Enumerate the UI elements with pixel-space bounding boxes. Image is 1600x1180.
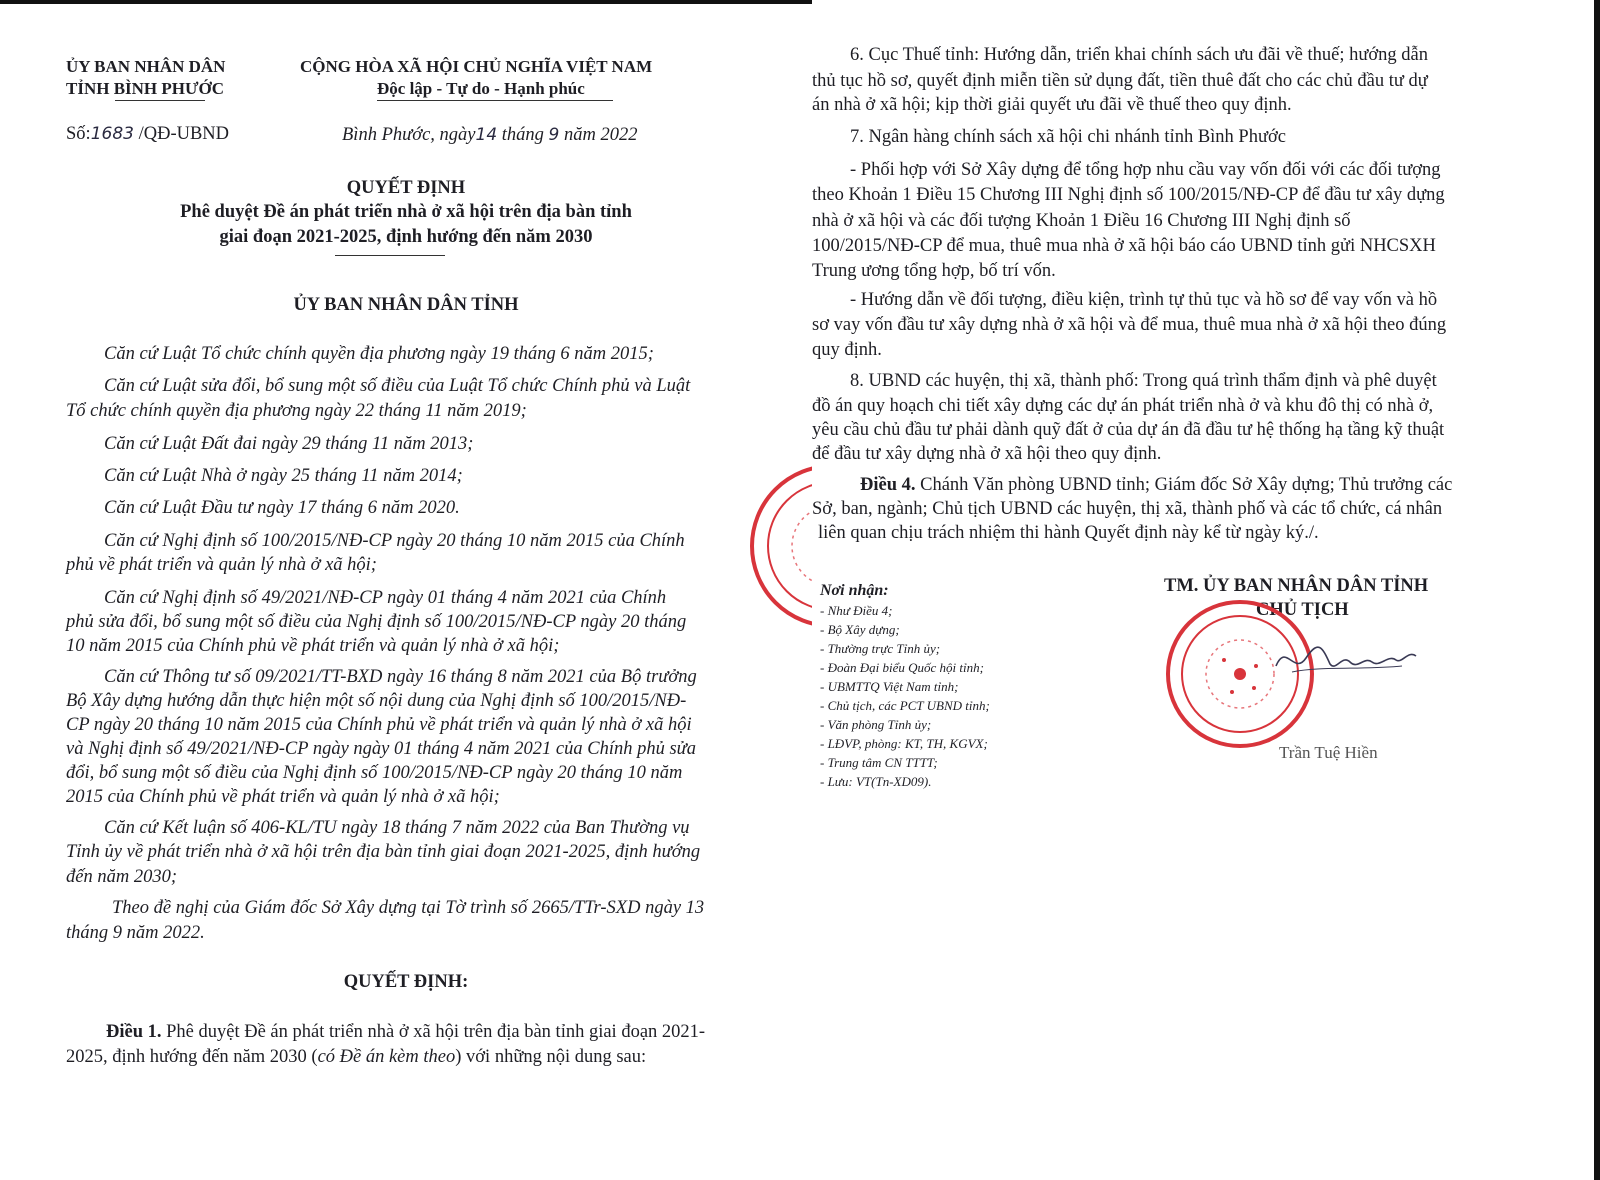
recipient-item: - UBMTTQ Việt Nam tỉnh; [820,679,959,694]
handwritten-number: 1683 [90,124,134,144]
recipient-item: - Đoàn Đại biểu Quốc hội tỉnh; [820,660,984,675]
body-line: 8. UBND các huyện, thị xã, thành phố: Trong quá trình thẩm định và phê duyệt [850,371,1437,391]
subtitle-underline [335,255,445,256]
org-underline [115,100,205,101]
handwritten-signature-icon [1272,636,1422,682]
recipient-item: - Như Điều 4; [820,603,893,618]
document-number: Số:1683 /QĐ-UBND [66,124,230,144]
basis-line: phủ sửa đổi, bổ sung một số điều của Nghị định số 100/2015/NĐ-CP ngày 20 tháng [66,612,687,632]
body-line: thủ tục hồ sơ, quyết định miễn tiền sử dụng đất, tiền thuê đất cho các chủ đầu tư dự [812,71,1428,91]
decision-heading: QUYẾT ĐỊNH: [343,972,469,992]
article-4-line2: Sở, ban, ngành; Chủ tịch UBND các huyện, thị xã, thành phố và các tổ chức, cá nhân [812,499,1443,519]
authority-heading: ỦY BAN NHÂN DÂN TỈNH [293,295,519,315]
body-line: - Hướng dẫn về đối tượng, điều kiện, trình tự thủ tục và hồ sơ để vay vốn và hồ [850,290,1438,310]
decision-subtitle-line2: giai đoạn 2021-2025, định hướng đến năm 2030 [219,227,593,247]
recipient-item: - Chủ tịch, các PCT UBND tỉnh; [820,698,990,713]
basis-line: Căn cứ Luật Tổ chức chính quyền địa phương ngày 19 tháng 6 năm 2015; [104,344,654,364]
basis-line: và Nghị định số 49/2021/NĐ-CP ngày ngày 01 tháng 4 năm 2021 của Chính phủ sửa [66,739,697,759]
article-1-line2: 2025, định hướng đến năm 2030 (có Đề án kèm theo) với những nội dung sau: [66,1047,647,1067]
motto-underline [377,100,613,101]
article-4-line1: Điều 4. Chánh Văn phòng UBND tỉnh; Giám đốc Sở Xây dựng; Thủ trưởng các [860,475,1453,495]
basis-line: Căn cứ Nghị định số 100/2015/NĐ-CP ngày 20 tháng 10 năm 2015 của Chính [104,531,685,551]
document-date: Bình Phước, ngày14 tháng 9 năm 2022 [342,125,638,145]
body-line: nhà ở xã hội và các đối tượng Khoản 1 Điều 16 Chương III Nghị định số [812,211,1351,231]
recipient-item: - Trung tâm CN TTTT; [820,755,938,770]
basis-line: Căn cứ Thông tư số 09/2021/TT-BXD ngày 16 tháng 8 năm 2021 của Bộ trưởng [104,667,697,687]
nation-motto: Độc lập - Tự do - Hạnh phúc [377,79,585,98]
basis-line: phủ về phát triển và quản lý nhà ở xã hội; [66,555,377,575]
decision-page-right [812,0,1600,1180]
recipient-item: - Văn phòng Tỉnh ủy; [820,717,932,732]
article-4-line3: liên quan chịu trách nhiệm thi hành Quyết định này kể từ ngày ký./. [818,523,1319,543]
body-line: quy định. [812,340,882,360]
decision-subtitle-line1: Phê duyệt Đề án phát triển nhà ở xã hội trên địa bàn tỉnh [180,202,632,222]
body-line: 7. Ngân hàng chính sách xã hội chi nhánh tỉnh Bình Phước [850,127,1286,147]
basis-line: Căn cứ Nghị định số 49/2021/NĐ-CP ngày 01 tháng 4 năm 2021 của Chính [104,588,667,608]
signer-name: Trần Tuệ Hiền [1279,743,1378,762]
body-line: theo Khoản 1 Điều 15 Chương III Nghị định số 100/2015/NĐ-CP để đầu tư xây dựng [812,185,1445,205]
handwritten-day: 14 [475,125,498,145]
org-name-line2: TỈNH BÌNH PHƯỚC [66,79,225,98]
article-1-line1: Điều 1. Phê duyệt Đề án phát triển nhà ở xã hội trên địa bàn tỉnh giai đoạn 2021- [106,1022,706,1042]
decision-title: QUYẾT ĐỊNH [346,178,466,198]
body-line: 100/2015/NĐ-CP để mua, thuê mua nhà ở xã hội báo cáo UBND tỉnh gửi NHCSXH [812,236,1436,256]
basis-line: Tổ chức chính quyền địa phương ngày 22 tháng 11 năm 2019; [66,401,527,421]
basis-line: 2015 của Chính phủ về phát triển và quản lý nhà ở xã hội; [66,787,500,807]
red-seal-half-icon [740,462,812,630]
org-name-line1: ỦY BAN NHÂN DÂN [66,57,226,76]
nation-title: CỘNG HÒA XÃ HỘI CHỦ NGHĨA VIỆT NAM [300,57,653,76]
body-line: - Phối hợp với Sở Xây dựng để tổng hợp nhu cầu vay vốn đối với các đối tượng [850,160,1441,180]
body-line: án nhà ở xã hội; kịp thời giải quyết ưu đãi về thuế theo quy định. [812,95,1292,115]
basis-line: Tỉnh ủy về phát triển nhà ở xã hội trên địa bàn tỉnh giai đoạn 2021-2025, định hướng [66,842,701,862]
basis-line: Căn cứ Kết luận số 406-KL/TU ngày 18 tháng 7 năm 2022 của Ban Thường vụ [104,818,690,838]
basis-line: Theo đề nghị của Giám đốc Sở Xây dựng tại Tờ trình số 2665/TTr-SXD ngày 13 [112,898,705,918]
recipients-title: Nơi nhận: [820,582,889,599]
scan-right-border [1594,0,1600,1180]
basis-line: đến năm 2030; [66,867,177,887]
recipient-item: - Bộ Xây dựng; [820,622,900,637]
body-line: yêu cầu chủ đầu tư phải dành quỹ đất ở của dự án đã đầu tư hệ thống hạ tầng kỹ thuật [812,420,1445,440]
body-line: để đầu tư xây dựng nhà ở xã hội theo quy định. [812,444,1162,464]
basis-line: Căn cứ Luật Đầu tư ngày 17 tháng 6 năm 2020. [104,498,460,518]
basis-line: Căn cứ Luật Đất đai ngày 29 tháng 11 năm 2013; [104,434,474,454]
basis-line: Bộ Xây dựng hướng dẫn thực hiện một số nội dung của Nghị định số 100/2015/NĐ- [66,691,687,711]
body-line: sơ vay vốn đầu tư xây dựng nhà ở xã hội và để mua, thuê mua nhà ở xã hội theo đúng [812,315,1447,335]
signature-position: CHỦ TỊCH [1256,600,1349,620]
handwritten-month: 9 [548,125,560,145]
basis-line: 10 năm 2015 của Chính phủ về phát triển và quản lý nhà ở xã hội; [66,636,560,656]
basis-line: CP ngày 20 tháng 10 năm 2015 của Chính phủ về phát triển và quản lý nhà ở xã hội [66,715,692,735]
recipient-item: - LĐVP, phòng: KT, TH, KGVX; [820,736,988,751]
basis-line: Căn cứ Luật Nhà ở ngày 25 tháng 11 năm 2014; [104,466,463,486]
recipient-item: - Lưu: VT(Tn-XD09). [820,774,932,789]
body-line: 6. Cục Thuế tỉnh: Hướng dẫn, triển khai chính sách ưu đãi về thuế; hướng dẫn [850,45,1428,65]
basis-line: đổi, bổ sung một số điều của Nghị định số 100/2015/NĐ-CP ngày 20 tháng 10 năm [66,763,683,783]
signature-title: TM. ỦY BAN NHÂN DÂN TỈNH [1164,576,1429,596]
body-line: đồ án quy hoạch chi tiết xây dựng các dự án phát triển nhà ở và khu đô thị có nhà ở, [812,396,1434,416]
basis-line: Căn cứ Luật sửa đổi, bổ sung một số điều của Luật Tổ chức Chính phủ và Luật [104,376,691,396]
basis-line: tháng 9 năm 2022. [66,923,205,943]
recipient-item: - Thường trực Tỉnh ủy; [820,641,941,656]
body-line: Trung ương tổng hợp, bố trí vốn. [812,261,1056,281]
scan-top-border [0,0,812,4]
